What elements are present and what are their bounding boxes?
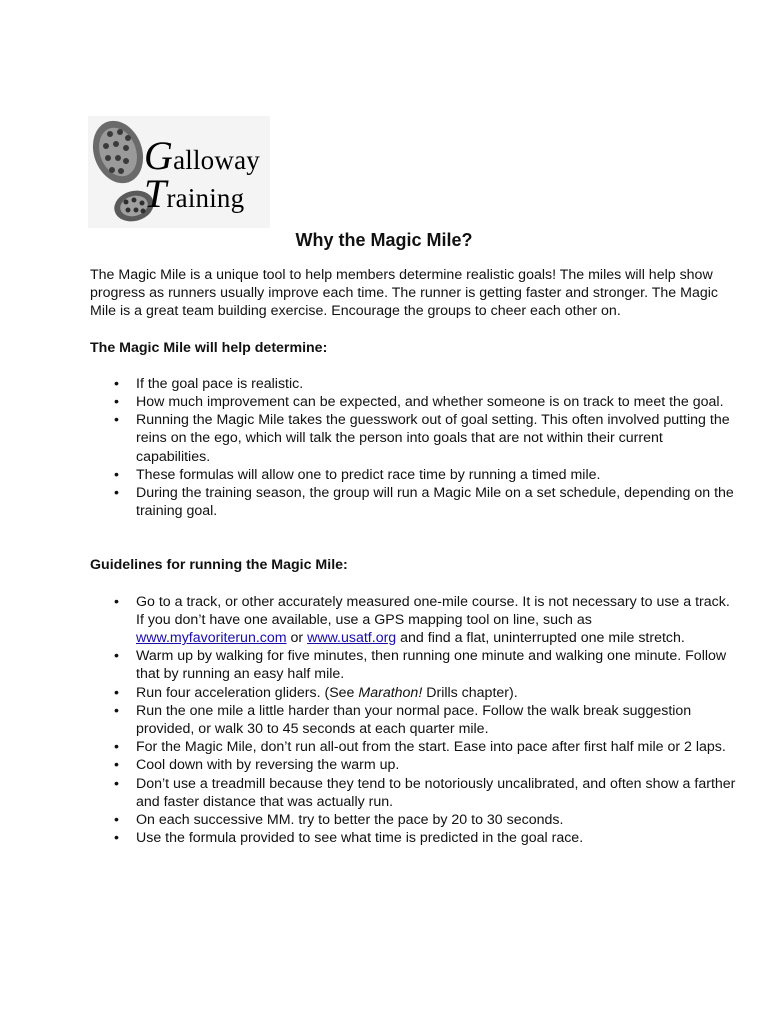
list-item: • On each successive MM. try to better the pace by 20 to 30 seconds.: [136, 811, 740, 829]
guidelines-heading: Guidelines for running the Magic Mile:: [90, 557, 348, 574]
intro-paragraph: The Magic Mile is a unique tool to help members determine realistic goals! The miles will help show progress as runners usually improve each time. The runner is getting faster and stronger. The Magic Mile is a great team building exercise. Encourage the groups to cheer each other on.: [90, 267, 718, 320]
page-title: Why the Magic Mile?: [295, 230, 473, 250]
list-item: • Warm up by walking for five minutes, then running one minute and walking one minute. Follow that by running an easy half mile.: [136, 647, 740, 683]
list-item: • Running the Magic Mile takes the guesswork out of goal setting. This often involved putting the reins on the ego, which will talk the person into goals that are not within their current capabilities.: [136, 411, 740, 466]
list-item: • Don’t use a treadmill because they tend to be notoriously uncalibrated, and often show a farther and faster distance that was actually run.: [136, 775, 740, 811]
list-item: • These formulas will allow one to predict race time by running a timed mile.: [136, 466, 740, 484]
list-item: • During the training season, the group will run a Magic Mile on a set schedule, depending on the training goal.: [136, 484, 740, 520]
list-item: • Run the one mile a little harder than your normal pace. Follow the walk break suggestion provided, or walk 30 to 45 seconds at each quarter mile.: [136, 702, 740, 738]
usatf-link[interactable]: www.usatf.org: [307, 630, 397, 647]
list-item: • How much improvement can be expected, and whether someone is on track to meet the goal.: [136, 393, 740, 411]
galloway-training-logo: [88, 116, 270, 228]
help-heading: The Magic Mile will help determine:: [90, 339, 328, 356]
logo-word-training: Training: [144, 171, 245, 216]
help-list: [90, 375, 740, 521]
list-item: • Run four acceleration gliders. (See Marathon! Drills chapter).: [136, 684, 740, 702]
list-item: • If the goal pace is realistic.: [136, 375, 740, 393]
list-item: • Cool down with by reversing the warm up.: [136, 756, 740, 774]
list-item: • Use the formula provided to see what time is predicted in the goal race.: [136, 829, 740, 847]
guidelines-list: [90, 593, 740, 848]
marathon-book-title: Marathon!: [358, 684, 423, 701]
list-item: • Go to a track, or other accurately measured one-mile course. It is not necessary to use a track. If you don’t have one available, use a GPS mapping tool on line, such as www.myfavoriterun.com or www.usatf.org and find a flat, uninterrupted one mile stretch.: [136, 593, 740, 648]
logo-word-galloway: Galloway: [144, 133, 260, 178]
document-body: [90, 266, 740, 847]
list-item: • For the Magic Mile, don’t run all-out from the start. Ease into pace after first half mile or 2 laps.: [136, 738, 740, 756]
myfavoriterun-link[interactable]: www.myfavoriterun.com: [136, 630, 287, 647]
